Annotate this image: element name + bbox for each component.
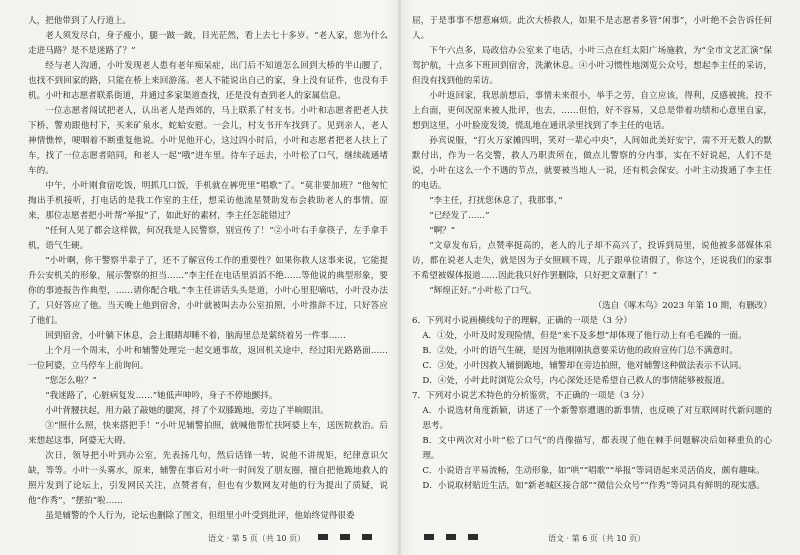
paragraph: 虽是辅警的个人行为，论坛也删除了图文，但组里小叶受到批评，他始终觉得很委 — [45, 511, 355, 521]
paragraph-underlined-2: “任何人见了都会这样做，何况我是人民警察，别宣传了！”②小叶右手拿筷子，左手拿手机，语气生硬。 — [28, 226, 388, 251]
source-citation: （选自《啄木鸟》2023 年第 10 期，有删改） — [593, 301, 772, 311]
registration-mark — [468, 534, 478, 540]
paragraph-underlined-4: 下午六点多，局政信办公室来了电话，小叶三点在红太阳广场施救，为“全市文艺汇演”保驾护航，十点多下班回到宿舍，洗漱休息。④小叶习惯性地浏览公众号，想起李主任的采访，但没有找到他的采访。 — [412, 46, 772, 86]
paragraph: “小叶啊，你干警察半辈子了，还不了解宣传工作的重要性？如果你救人这事来说，它能提升公安机关的形象，展示警察的担当……”李主任在电话里滔滔不绝……等他说的典型形象，要你的事迹报告作典型，……请你配合哦。”李主任讲话头头是道，小叶心里犯嘀咕，小叶没办法了，只好答应了他。当天晚上他到宿舍，小叶就被叫去办公室拍照，小叶推辞不过，只好答应了他们。 — [28, 256, 388, 326]
paragraph-underlined-3: ③“照什么照，快来搭把手！”小叶见辅警拍照，就喊他帮忙扶阿婆上车，送医院救治。后来想起这事，阿婆无大碍。 — [28, 421, 388, 446]
paragraph: “您怎么啦？” — [45, 376, 97, 386]
paragraph: “辉煌正好。”小叶松了口气。 — [429, 286, 537, 296]
page-footer-right: 语文 · 第 6 页（共 10 页） — [548, 534, 646, 543]
question-6-option-c: C．③处，小叶因救人辅倒跪地，辅警却在旁边拍照，他对辅警这种做法表示不认同。 — [422, 361, 747, 371]
right-column — [412, 14, 772, 494]
paragraph: “文章发布后，点赞率挺高的，老人的儿子却不高兴了，投诉到局里，说他被多部媒体采访，都在说老人走失，就是因为子女照顾不周，儿子跟单位请假了，你这个，还说我们的家事不希望被媒体报道……因此我只好作罢删除，只好把文章删了！” — [412, 241, 772, 281]
registration-mark — [446, 534, 456, 540]
question-7-option-d: D．小说取材贴近生活，如“新老城区接合部”“微信公众号”“作秀”等词具有鲜明的现实感。 — [422, 481, 765, 491]
paragraph: 人，把他带到了人行道上。 — [28, 16, 132, 26]
page-footer-left: 语文 · 第 5 页（共 10 页） — [208, 534, 306, 543]
question-6-option-a: A．①处，小叶及时发现险情，但是“来不及多想”却体现了他行动上有毛毛躁的一面。 — [422, 331, 747, 341]
paragraph: “李主任，打扰您休息了，我那事，” — [429, 196, 563, 206]
paragraph: “啊？” — [429, 226, 456, 236]
paragraph: 小叶背腰扶起，用力敲了敲她的腿窝，捋了个双膝跪地，旁边了半晌眼泪。 — [45, 406, 329, 416]
paragraph: 上个月一个周末，小叶和辅警处理完一起交通事故，返回机关途中，经过阳光路路面……一位阿婆，立马停车上前询问。 — [28, 346, 388, 371]
paragraph: 回到宿舍，小叶躺下休息，会上眼睛却睡不着，脑海里总是萦绕着另一件事…… — [45, 331, 346, 341]
question-6-option-b: B．②处，小叶的语气生硬，是因为他刚刚执意要采访他的政府宣传门总不满意时。 — [422, 346, 739, 356]
question-6-option-d: D．④处，小叶此时浏览公众号，内心深处还是希望自己救人的事情能够被报道。 — [422, 376, 730, 386]
paragraph: “已经发了……” — [429, 211, 490, 221]
paragraph: 老人须发尽白，身子瘦小，腿一跛一跛，目光茫然，看上去七十多岁。“老人家，您为什么走进马路？是不是迷路了？” — [28, 31, 388, 56]
paragraph: 中午，小叶刚食宿吃饭，明抓几口饭，手机就在裤兜里“唱歌”了。“莫非要加班？”他匆忙掏出手机接听，打电话的是我工作室的主任，想采访他流星赞助发布会救助老人的事情。原来，那位志愿者把小叶帮“举报”了，如此好的素材，李主任怎能错过？ — [28, 181, 388, 221]
registration-mark — [318, 534, 328, 540]
question-7-stem: 7．下列对小说艺术特色的分析鉴赏，不正确的一项是（3 分） — [412, 391, 650, 401]
question-6-stem: 6．下列对小说画横线句子的理解，正确的一项是（3 分） — [412, 316, 632, 326]
page-fold — [398, 0, 401, 555]
registration-mark — [424, 534, 434, 540]
registration-marks — [300, 534, 500, 542]
registration-mark — [340, 534, 350, 540]
registration-mark — [362, 534, 372, 540]
paragraph: 小叶返回家，我思前想后，事情未来很小，举手之劳，自立应该，得利，反感被挑，投不上台面，更何况原来被人批评，也去，……但怕，好不容易，又总是带着功绩和心意里自家，想到这里，小叶脸庞发烫，慌乱地在通讯录里找到了李主任的电话。 — [412, 91, 772, 131]
question-7-option-a: A．小说选材角度新颖，讲述了一个新警察遭遇的新事情，也反映了对互联网时代新问题的思考。 — [422, 406, 772, 431]
paragraph: 屈，于是事事不想惹麻烦。此次大桥救人，如果不是志愿者多管“闲事”，小叶绝不会告诉任何人。 — [412, 16, 772, 41]
paragraph: 一位志愿者闯试把老人，认出老人是西郊的，马上联系了村支书。小叶和志愿者把老人扶下桥，警劝跟他村下，买来矿泉水，蛇蛤安慰。一会儿，村支书开车找到了。见到亲人，老人神情憔悴，哽咽着不断重复他说。小叶见他开心，这过四小时后，小叶和志愿者把老人扶上了车，找了一位志愿者陪同，和老人一起“哦”进车里。待车子远去，小叶松了口气，继续疏通堵车的。 — [28, 106, 388, 176]
paragraph: “我迷路了，心脏病复发……”她低声呻吟，身子不停地颤抖。 — [45, 391, 278, 401]
paragraph: 次日，领导把小叶到办公室，先表扬几句，然后话锋一转，说他不讲规矩，纪律意识欠缺，等等。小叶一头雾水，原来，辅警在事后对小叶一时间发了朋友圈，擅自把他跪地救人的照片发到了论坛上，引发网民关注，点赞者有，但也有少数网友对他的行为提出了质疑，说他“作秀”，“摆拍”啦…… — [28, 451, 388, 506]
question-7-option-c: C．小说语言平易流畅，生动形象，如“哄”“唱歌”“举报”等词语起来灵活俏皮，颇有趣味。 — [422, 466, 765, 476]
left-column — [28, 14, 388, 524]
paragraph: 经与老人沟通，小叶发现老人患有老年痴呆症，出门后不知道怎么回到大桥的半山腰了，也找不到回家的路，只能在桥上来回游荡。老人不能说出自己的家，身上没有证件，也没有手机。小叶和志愿者联系街道，并通过多家渠道查找，还是没有查到老人的家属信息。 — [28, 61, 388, 101]
paragraph-wavy: 孙宾说服，“打火万家摊四明，笑对一辈心中央”，人间如此美好安宁，需不开无数人的默默付出，作为一名交警，救人乃职责所在，做点儿警察的分内事，实在不好说起，人们不是说，小叶在这么一个不遇的节点，就要被当地人一说，还有机会保安。小叶主动拨通了李主任的电话。 — [412, 136, 772, 191]
question-7-option-b: B．文中两次对小叶“松了口气”的肖像描写，都表现了他在棘手问题解决后如释重负的心理。 — [422, 436, 772, 461]
